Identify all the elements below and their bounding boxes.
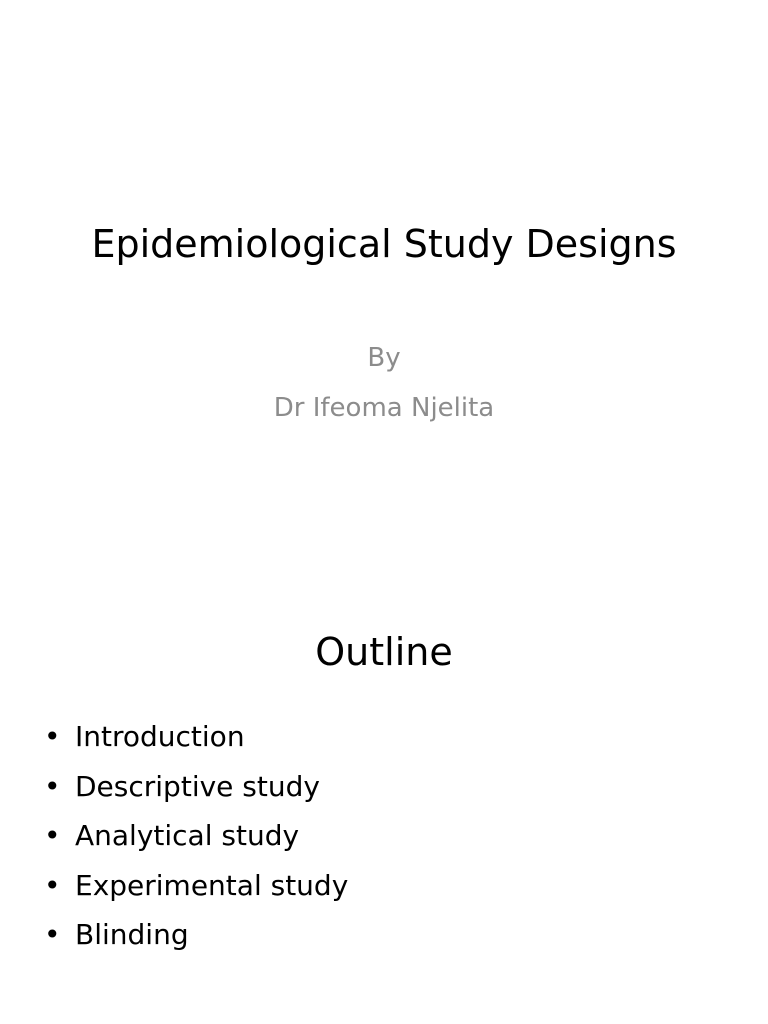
subtitle-line-author: Dr Ifeoma Njelita [273,393,495,423]
outline-item-introduction [44,712,348,762]
outline-item-blinding [44,910,348,960]
outline-item-label: Blinding [75,918,189,952]
subtitle-line-by: By [367,343,401,373]
slide-title: Epidemiological Study Designs [91,222,677,266]
outline-item-label: Analytical study [75,819,300,853]
outline-title: Outline [315,630,453,674]
outline-item-label: Introduction [75,720,245,753]
outline-item-descriptive-study [44,762,348,812]
bullet-icon: • [44,769,61,803]
outline-item-label: Experimental study [75,868,349,902]
bullet-icon: • [44,819,61,853]
slide-subtitle [0,333,768,433]
outline-list [44,712,348,960]
bullet-icon: • [44,918,61,952]
outline-item-label: Descriptive study [75,769,320,803]
outline-item-experimental-study [44,861,348,911]
bullet-icon: • [44,720,61,753]
bullet-icon: • [44,868,61,902]
outline-item-analytical-study [44,811,348,861]
outline-slide [0,512,768,1024]
